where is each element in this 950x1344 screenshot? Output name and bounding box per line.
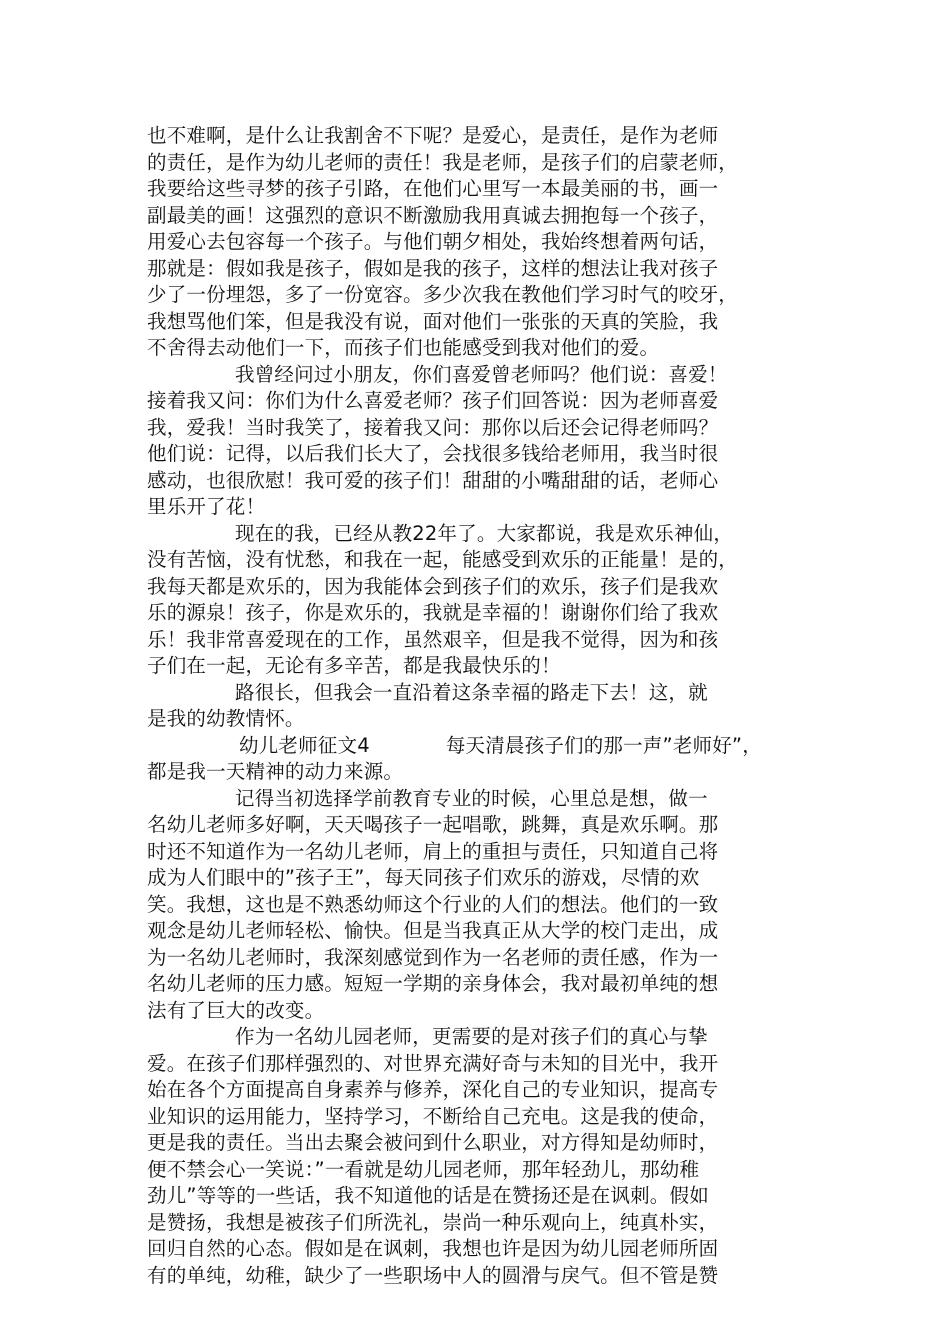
paragraph-line: 没有苦恼，没有忧愁，和我在一起，能感受到欢乐的正能量！是的， [147,548,739,571]
paragraph-line: 用爱心去包容每一个孩子。与他们朝夕相处，我始终想着两句话， [147,230,719,253]
paragraph-line: 观念是幼儿老师轻松、愉快。但是当我真正从大学的校门走出，成 [147,919,719,942]
paragraph-line: 他们说：记得，以后我们长大了，会找很多钱给老师用，我当时很 [147,442,719,465]
paragraph-line: 时还不知道作为一名幼儿老师，肩上的重担与责任，只知道自己将 [147,839,719,863]
paragraph-line: 的责任，是作为幼儿老师的责任！我是老师，是孩子们的启蒙老师， [147,150,739,174]
paragraph-line: 名幼儿老师多好啊，天天喝孩子一起唱歌，跳舞，真是欢乐啊。那 [147,813,719,836]
paragraph-line: 始在各个方面提高自身素养与修养，深化自己的专业知识，提高专 [147,1078,719,1101]
paragraph-line: 为一名幼儿老师时，我深刻感觉到作为一名老师的责任感，作为一 [147,945,719,969]
paragraph-line: 感动，也很欣慰！我可爱的孩子们！甜甜的小嘴甜甜的话，老师心 [147,468,719,492]
paragraph-line: 是我的幼教情怀。 [147,707,305,730]
paragraph-line: 路很长，但我会一直沿着这条幸福的路走下去！这，就 [235,680,708,704]
paragraph-line: 乐！我非常喜爱现在的工作，虽然艰辛，但是我不觉得，因为和孩 [147,627,719,651]
section-heading-line [147,733,817,760]
paragraph-line: 都是我一天精神的动力来源。 [147,760,404,783]
paragraph-line: 笑。我想，这也是不熟悉幼师这个行业的人们的想法。他们的一致 [147,892,719,916]
paragraph-line: 记得当初选择学前教育专业的时候，心里总是想，做一 [235,786,708,810]
paragraph-line: 是赞扬，我想是被孩子们所洗礼，崇尚一种乐观向上，纯真朴实， [147,1210,719,1234]
paragraph-line: 接着我又问：你们为什么喜爱老师？孩子们回答说：因为老师喜爱 [147,389,719,412]
paragraph-line: 我要给这些寻梦的孩子引路，在他们心里写一本最美丽的书，画一 [147,177,719,200]
paragraph-line: 我每天都是欢乐的，因为我能体会到孩子们的欢乐，孩子们是我欢 [147,574,719,598]
paragraph-line: 里乐开了花！ [147,495,266,518]
paragraph-line: 不舍得去动他们一下，而孩子们也能感受到我对他们的爱。 [147,336,660,359]
essay-body [147,123,817,1289]
paragraph-line: 回归自然的心态。假如是在讽刺，我想也许是因为幼儿园老师所固 [147,1237,719,1260]
paragraph-line: 现在的我，已经从教22年了。大家都说，我是欢乐神仙， [235,521,734,545]
paragraph-line: 成为人们眼中的”孩子王”，每天同孩子们欢乐的游戏，尽情的欢 [147,866,700,889]
paragraph-line: 便不禁会心一笑说：”一看就是幼儿园老师，那年轻劲儿，那幼稚 [147,1157,700,1181]
paragraph-line: 法有了巨大的改变。 [147,998,325,1022]
paragraph-line: 更是我的责任。当出去聚会被问到什么职业，对方得知是幼师时， [147,1131,719,1154]
paragraph-line: 副最美的画！这强烈的意识不断激励我用真诚去拥抱每一个孩子， [147,203,719,227]
paragraph-line: 也不难啊，是什么让我割舍不下呢？是爱心，是责任，是作为老师 [147,124,719,147]
paragraph-line: 爱。在孩子们那样强烈的、对世界充满好奇与未知的目光中，我开 [147,1051,719,1075]
paragraph-line: 我，爱我！当时我笑了，接着我又问：那你以后还会记得老师吗？ [147,415,719,439]
paragraph-line: 业知识的运用能力，坚持学习，不断给自己充电。这是我的使命， [147,1104,719,1128]
paragraph-line: 子们在一起，无论有多辛苦，都是我最快乐的！ [147,654,561,677]
paragraph-line: 少了一份埋怨，多了一份宽容。多少次我在教他们学习时气的咬牙， [147,283,739,306]
paragraph-line: 乐的源泉！孩子，你是欢乐的，我就是幸福的！谢谢你们给了我欢 [147,601,719,624]
section-lead: 每天清晨孩子们的那一声”老师好”， [445,733,762,757]
paragraph-line: 作为一名幼儿园老师，更需要的是对孩子们的真心与挚 [235,1025,708,1048]
paragraph-line: 我想骂他们笨，但是我没有说，面对他们一张张的天真的笑脸，我 [147,309,719,333]
section-title: 幼儿老师征文4 [239,733,370,757]
paragraph-line: 有的单纯，幼稚，缺少了一些职场中人的圆滑与戾气。但不管是赞 [147,1263,719,1287]
paragraph-line: 名幼儿老师的压力感。短短一学期的亲身体会，我对最初单纯的想 [147,972,719,995]
paragraph-line: 劲儿”等等的一些话，我不知道他的话是在赞扬还是在讽刺。假如 [147,1184,709,1207]
paragraph-line: 那就是：假如我是孩子，假如是我的孩子，这样的想法让我对孩子 [147,256,719,280]
paragraph-line: 我曾经问过小朋友，你们喜爱曾老师吗？他们说：喜爱！ [235,362,728,386]
